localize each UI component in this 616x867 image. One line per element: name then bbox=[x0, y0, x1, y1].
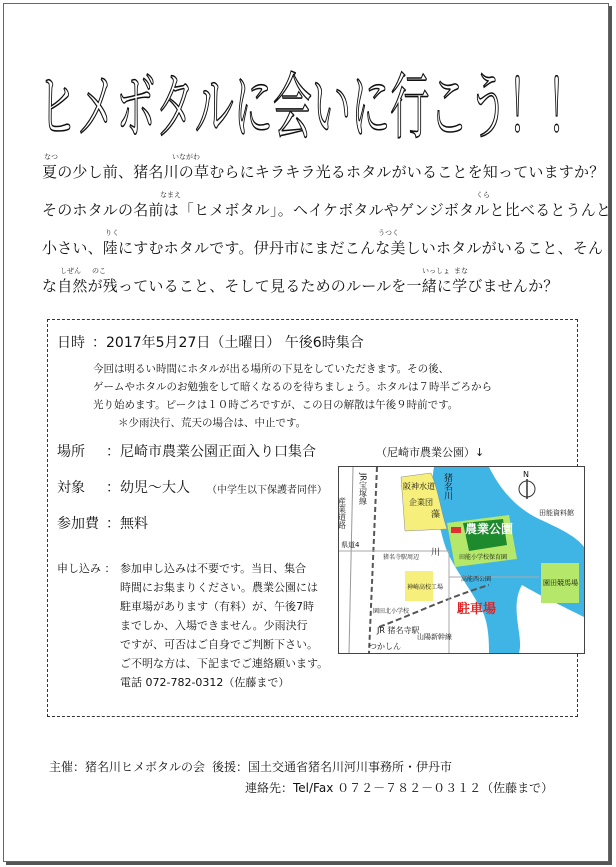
apply-line-4: までしか、入場できません。少雨決行 bbox=[120, 619, 308, 632]
place-value: ：尼崎市農業公園正面入り口集合 bbox=[106, 444, 316, 460]
ruby-riku: りく bbox=[105, 229, 119, 237]
map-nursery-label: 田能小学校保育園 bbox=[459, 554, 508, 561]
headline-title bbox=[32, 40, 592, 150]
target-label: 対象 bbox=[57, 480, 85, 496]
map-school-label: 神崎高校工場 bbox=[407, 584, 444, 591]
map-park-label: 高能西公園 bbox=[461, 576, 492, 583]
ruby-kura: くら bbox=[476, 191, 490, 199]
footer-sponsor: 後援：国土交通省猪名川河川事務所・伊丹市 bbox=[212, 760, 453, 774]
apply-line-1: 参加申し込みは不要です。当日、集合 bbox=[120, 562, 307, 575]
note-line-2: ゲームやホタルのお勉強をして暗くなるのを待ちましょう。ホタルは７時半ごろから bbox=[93, 381, 492, 393]
apply-label: 申し込み ： bbox=[57, 562, 116, 575]
intro-line-3: 小さい、陸にすむホタルです。伊丹市にまだこんな美しいホタルがいること、そん bbox=[42, 239, 604, 257]
apply-line-7: 電話 072-782-0312（佐藤まで） bbox=[120, 676, 290, 689]
intro-line-1: 夏の少し前、猪名川の草むらにキラキラ光るホタルがいることを知っていますか？ bbox=[42, 163, 605, 181]
apply-line-6: ご不明な方は、下記までご連絡願います。 bbox=[120, 657, 329, 670]
map-tsukashin-label: つかしん bbox=[369, 642, 401, 651]
ruby-issho: いっしょ bbox=[422, 267, 450, 275]
apply-line-2: 時間にお集まりください。農業公園には bbox=[120, 581, 318, 594]
ruby-shizen: しぜん bbox=[60, 267, 81, 275]
place-label: 場所 bbox=[57, 444, 85, 460]
parking-marker bbox=[451, 527, 461, 533]
fee-label: 参加費 bbox=[57, 516, 99, 532]
map-route4-label: 県道4 bbox=[341, 541, 360, 549]
map-hanshin-water-label: 阪神水道 bbox=[403, 482, 435, 491]
map-inagawa-label: 猪名川 bbox=[442, 473, 452, 500]
intro-line-4: な自然が残っていること、そして見るためのルールを一緒に学びませんか？ bbox=[42, 277, 559, 295]
industrial-road-line bbox=[349, 467, 353, 653]
target-note: （中学生以下保護者同伴） bbox=[207, 485, 327, 496]
map-elementary-label: 園田北小学校 bbox=[373, 608, 410, 615]
fee-value: ：無料 bbox=[106, 516, 148, 532]
access-map bbox=[338, 466, 585, 654]
ruby-natsu: なつ bbox=[44, 153, 58, 161]
map-station-area-label: 猪名寺駅周辺 bbox=[383, 554, 420, 561]
ruby-mana: まな bbox=[454, 267, 468, 275]
map-parking-label: 駐車場 bbox=[457, 602, 497, 617]
ruby-noko: のこ bbox=[92, 267, 106, 275]
footer-organizer: 主催：猪名川ヒメボタルの会 bbox=[49, 760, 206, 774]
datetime-label: 日時 bbox=[57, 335, 85, 351]
map-racecourse-label: 園田競馬場 bbox=[543, 579, 578, 587]
intro-line-2: そのホタルの名前は「ヒメボタル」。ヘイケボタルやゲンジボタルと比べるとうんと bbox=[42, 201, 612, 219]
map-shinkansen-label: 山陽新幹線 bbox=[417, 633, 452, 641]
jr-line-track bbox=[369, 467, 377, 653]
title-text: ヒメボタルに会いに行こう！！ bbox=[38, 65, 586, 149]
map-jr-line-label: JR宝塚線 bbox=[358, 473, 368, 505]
map-kawa-label: 川 bbox=[431, 548, 441, 558]
apply-line-3: 駐車場があります（有料）が、午後7時 bbox=[120, 600, 314, 613]
ruby-inagawa: いながわ bbox=[172, 153, 200, 161]
north-label: N bbox=[523, 470, 529, 479]
place-note: （尼崎市農業公園）↓ bbox=[376, 446, 485, 459]
note-line-3: 光り始めます。ピークは１０時ごろですが、この日の解散は午後９時前です。 bbox=[93, 399, 459, 411]
map-svg bbox=[339, 467, 584, 653]
map-industrial-road-label: 産業道路 bbox=[337, 497, 347, 529]
map-ranao-label: 藻 bbox=[431, 510, 441, 520]
note-line-4: ＊少雨決行、荒天の場合は、中止です。 bbox=[118, 417, 307, 429]
footer-contact: 連絡先：Tel/Fax ０７２－７８２－０３１２（佐藤まで） bbox=[245, 781, 554, 795]
apply-line-5: ですが、可否はご自身でご判断下さい。 bbox=[120, 638, 318, 651]
map-museum-label: 田能資料館 bbox=[539, 509, 574, 517]
note-line-1: 今回は明るい時間にホタルが出る場所の下見をしていただきます。その後、 bbox=[93, 363, 450, 375]
map-jr-station-label: JR 猪名寺駅 bbox=[377, 626, 420, 635]
ruby-namae: なまえ bbox=[160, 191, 181, 199]
target-value: ：幼児～大人 bbox=[106, 480, 190, 496]
map-kigyodan-label: 企業団 bbox=[409, 498, 433, 507]
ruby-utsuku: うつく bbox=[378, 229, 399, 237]
datetime-value: ：2017年5月27日（土曜日） 午後6時集合 bbox=[92, 335, 364, 351]
map-farm-park-label: 農業公園 bbox=[465, 522, 514, 536]
